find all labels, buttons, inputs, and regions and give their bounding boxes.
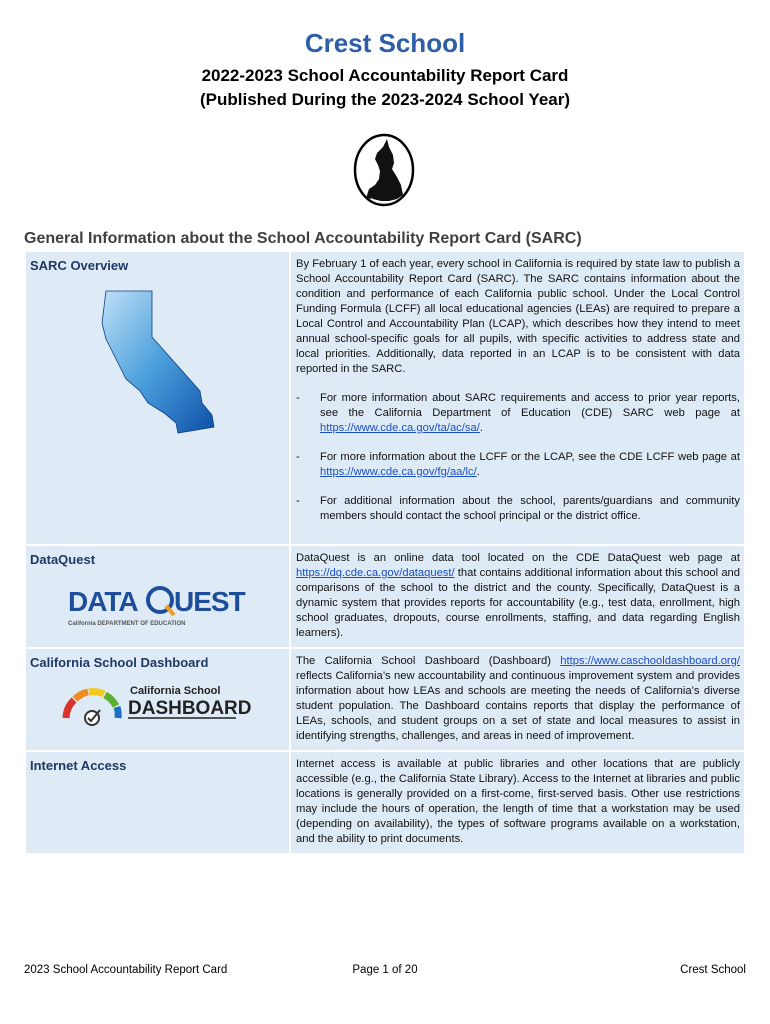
- footer-page-number: Page 1 of 20: [352, 964, 418, 976]
- section-heading: General Information about the School Accountability Report Card (SARC): [24, 230, 582, 247]
- dataquest-logo-icon: [66, 579, 245, 631]
- bullet-text: For additional information about the school, parents/guardians and community members should contact the school principal or the district office.: [320, 495, 740, 522]
- bullet-dash: -: [296, 392, 300, 404]
- dataquest-logo: [66, 579, 285, 634]
- sarc-info-table: [24, 250, 746, 855]
- california-map-icon: [98, 287, 220, 437]
- lcff-web-page-link[interactable]: https://www.cde.ca.gov/fg/aa/lc/: [320, 466, 477, 478]
- dashboard-gauge-icon: [60, 680, 252, 726]
- dataquest-text-post: that contains additional information about this school and comparisons of the school to the district and the county. Specifically, DataQuest is a dynamic system that provides reports for accountability (e.g., test data, enrollment, high school graduates, dropouts, course enrollments, staffing, and data regarding English learners).: [296, 567, 740, 639]
- dataquest-text-pre: DataQuest is an online data tool located on the CDE DataQuest web page at: [296, 552, 740, 564]
- bullet-dash: -: [296, 451, 300, 463]
- dashboard-link[interactable]: https://www.caschooldashboard.org/: [560, 655, 740, 667]
- sarc-links-list: [296, 391, 740, 524]
- bullet-end: .: [476, 466, 480, 478]
- footer-report-name: 2023 School Accountability Report Card: [24, 964, 228, 976]
- dataquest-cell: [26, 546, 289, 647]
- list-item: [296, 391, 740, 436]
- school-name: Crest School: [304, 28, 466, 58]
- table-row-dataquest: [26, 546, 744, 647]
- dashboard-text-pre: The California School Dashboard (Dashboard): [296, 655, 561, 667]
- dashboard-logo-line1: California School: [130, 685, 221, 697]
- report-title: 2022-2023 School Accountability Report Card: [201, 66, 569, 85]
- dashboard-text-cell: [291, 649, 744, 750]
- bullet-text: For more information about SARC requirements and access to prior year reports, see the California Department of Education (CDE) SARC web page at: [320, 392, 740, 419]
- dashboard-logo-line2: DASHBOARD: [128, 698, 252, 719]
- california-map: [98, 287, 285, 440]
- dashboard-logo: [60, 680, 285, 729]
- table-row-sarc-overview: [26, 252, 744, 544]
- list-item: [296, 450, 740, 480]
- internet-access-text-cell: [291, 752, 744, 853]
- bullet-dash: -: [296, 495, 300, 507]
- sarc-web-page-link[interactable]: https://www.cde.ca.gov/ta/ac/sa/: [320, 422, 480, 434]
- svg-text:UEST: UEST: [174, 586, 245, 617]
- dataquest-logo-text: DATA: [68, 586, 138, 617]
- bullet-end: .: [479, 422, 483, 434]
- published-line: (Published During the 2023-2024 School Year): [199, 90, 571, 109]
- internet-access-paragraph: Internet access is available at public libraries and other locations that are publicly accessible (e.g., the California State Library). Access to the Internet at libraries and public locations is generally provided on a first-come, first-served basis. Other use restrictions may include the hours of operation, the length of time that a workstation may be used (depending on availability), the types of software programs available on a workstation, and the ability to print documents.: [296, 758, 740, 845]
- howling-wolf-logo: [353, 133, 415, 207]
- sarc-overview-heading: SARC Overview: [30, 258, 129, 273]
- table-row-internet-access: [26, 752, 744, 853]
- dashboard-text-post: reflects California’s new accountability and continuous improvement system and provides information about how LEAs and schools are meeting the needs of California’s diverse student population. The Dashboard contains reports that display the performance of LEAs, schools, and student groups on a set of state and local measures to assist in identifying strengths, challenges, and areas in need of improvement.: [296, 670, 740, 742]
- dataquest-link[interactable]: https://dq.cde.ca.gov/dataquest/: [296, 567, 455, 579]
- svg-text:California DEPARTMENT OF EDUCA: California DEPARTMENT OF EDUCATION: [68, 621, 186, 627]
- sarc-overview-text-cell: [291, 252, 744, 544]
- internet-access-heading: Internet Access: [30, 758, 127, 773]
- list-item: [296, 494, 740, 524]
- sarc-overview-cell: [26, 252, 289, 544]
- dataquest-text-cell: [291, 546, 744, 647]
- sarc-overview-paragraph: By February 1 of each year, every school in California is required by state law to publish a School Accountability Report Card (SARC). The SARC contains information about the condition and performance of each California public school. Under the Local Control Funding Formula (LCFF) all local educational agencies (LEAs) are required to prepare a Local Control and Accountability Plan (LCAP), which describes how they intend to meet annual school-specific goals for all pupils, with specific activities to address state and local priorities. Additionally, data reported in an LCAP is to be consistent with data reported in the SARC.: [296, 258, 740, 375]
- dashboard-heading: California School Dashboard: [30, 655, 209, 670]
- dashboard-cell: [26, 649, 289, 750]
- table-row-dashboard: [26, 649, 744, 750]
- dataquest-heading: DataQuest: [30, 552, 96, 567]
- footer-school-name: Crest School: [680, 964, 746, 976]
- internet-access-cell: [26, 752, 289, 853]
- bullet-text: For more information about the LCFF or the LCAP, see the CDE LCFF web page at: [320, 451, 740, 463]
